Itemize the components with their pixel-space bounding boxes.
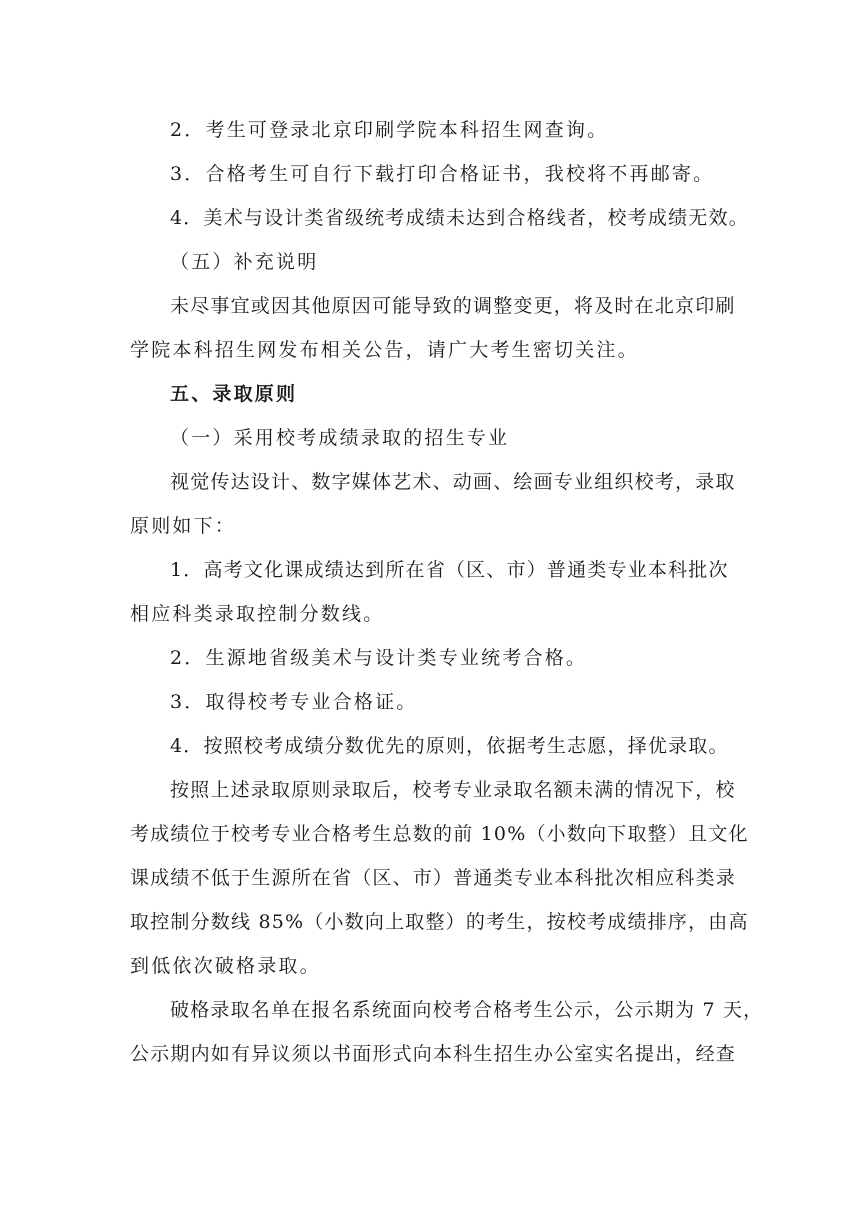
- paragraph-line: 到低依次破格录取。: [130, 955, 321, 977]
- list-item: 2．考生可登录北京印刷学院本科招生网查询。: [170, 119, 609, 141]
- paragraph-line: 相应科类录取控制分数线。: [130, 603, 385, 625]
- list-item: 1．高考文化课成绩达到所在省（区、市）普通类专业本科批次: [170, 559, 729, 581]
- paragraph-line: 公示期内如有异议须以书面形式向本科生招生办公室实名提出，经查: [130, 1043, 737, 1065]
- paragraph-line: 按照上述录取原则录取后，校考专业录取名额未满的情况下，校: [170, 779, 736, 801]
- paragraph-line: 学院本科招生网发布相关公告，请广大考生密切关注。: [130, 339, 639, 361]
- document-body: [130, 108, 764, 1076]
- paragraph-line: 取控制分数线 85%（小数向上取整）的考生，按校考成绩排序，由高: [130, 911, 749, 933]
- paragraph-line: 未尽事宜或因其他原因可能导致的调整变更，将及时在北京印刷: [170, 295, 736, 317]
- paragraph-line: 原则如下：: [130, 515, 237, 537]
- list-item: 3．合格考生可自行下载打印合格证书，我校将不再邮寄。: [170, 163, 715, 185]
- list-item: 4．美术与设计类省级统考成绩未达到合格线者，校考成绩无效。: [170, 207, 749, 229]
- paragraph-line: 考成绩位于校考专业合格考生总数的前 10%（小数向下取整）且文化: [130, 823, 749, 845]
- paragraph-line: 课成绩不低于生源所在省（区、市）普通类专业本科批次相应科类录: [130, 867, 737, 889]
- list-item: 4．按照校考成绩分数优先的原则，依据考生志愿，择优录取。: [170, 735, 729, 757]
- list-item: 3．取得校考专业合格证。: [170, 691, 418, 713]
- list-item: 2．生源地省级美术与设计类专业统考合格。: [170, 647, 588, 669]
- paragraph-line: 视觉传达设计、数字媒体艺术、动画、绘画专业组织校考，录取: [170, 471, 736, 493]
- section-subheading: （一）采用校考成绩录取的招生专业: [170, 427, 510, 449]
- section-subheading: （五）补充说明: [170, 251, 319, 273]
- paragraph-line: 破格录取名单在报名系统面向校考合格考生公示，公示期为 7 天，: [170, 999, 764, 1021]
- section-heading: 五、录取原则: [170, 383, 298, 405]
